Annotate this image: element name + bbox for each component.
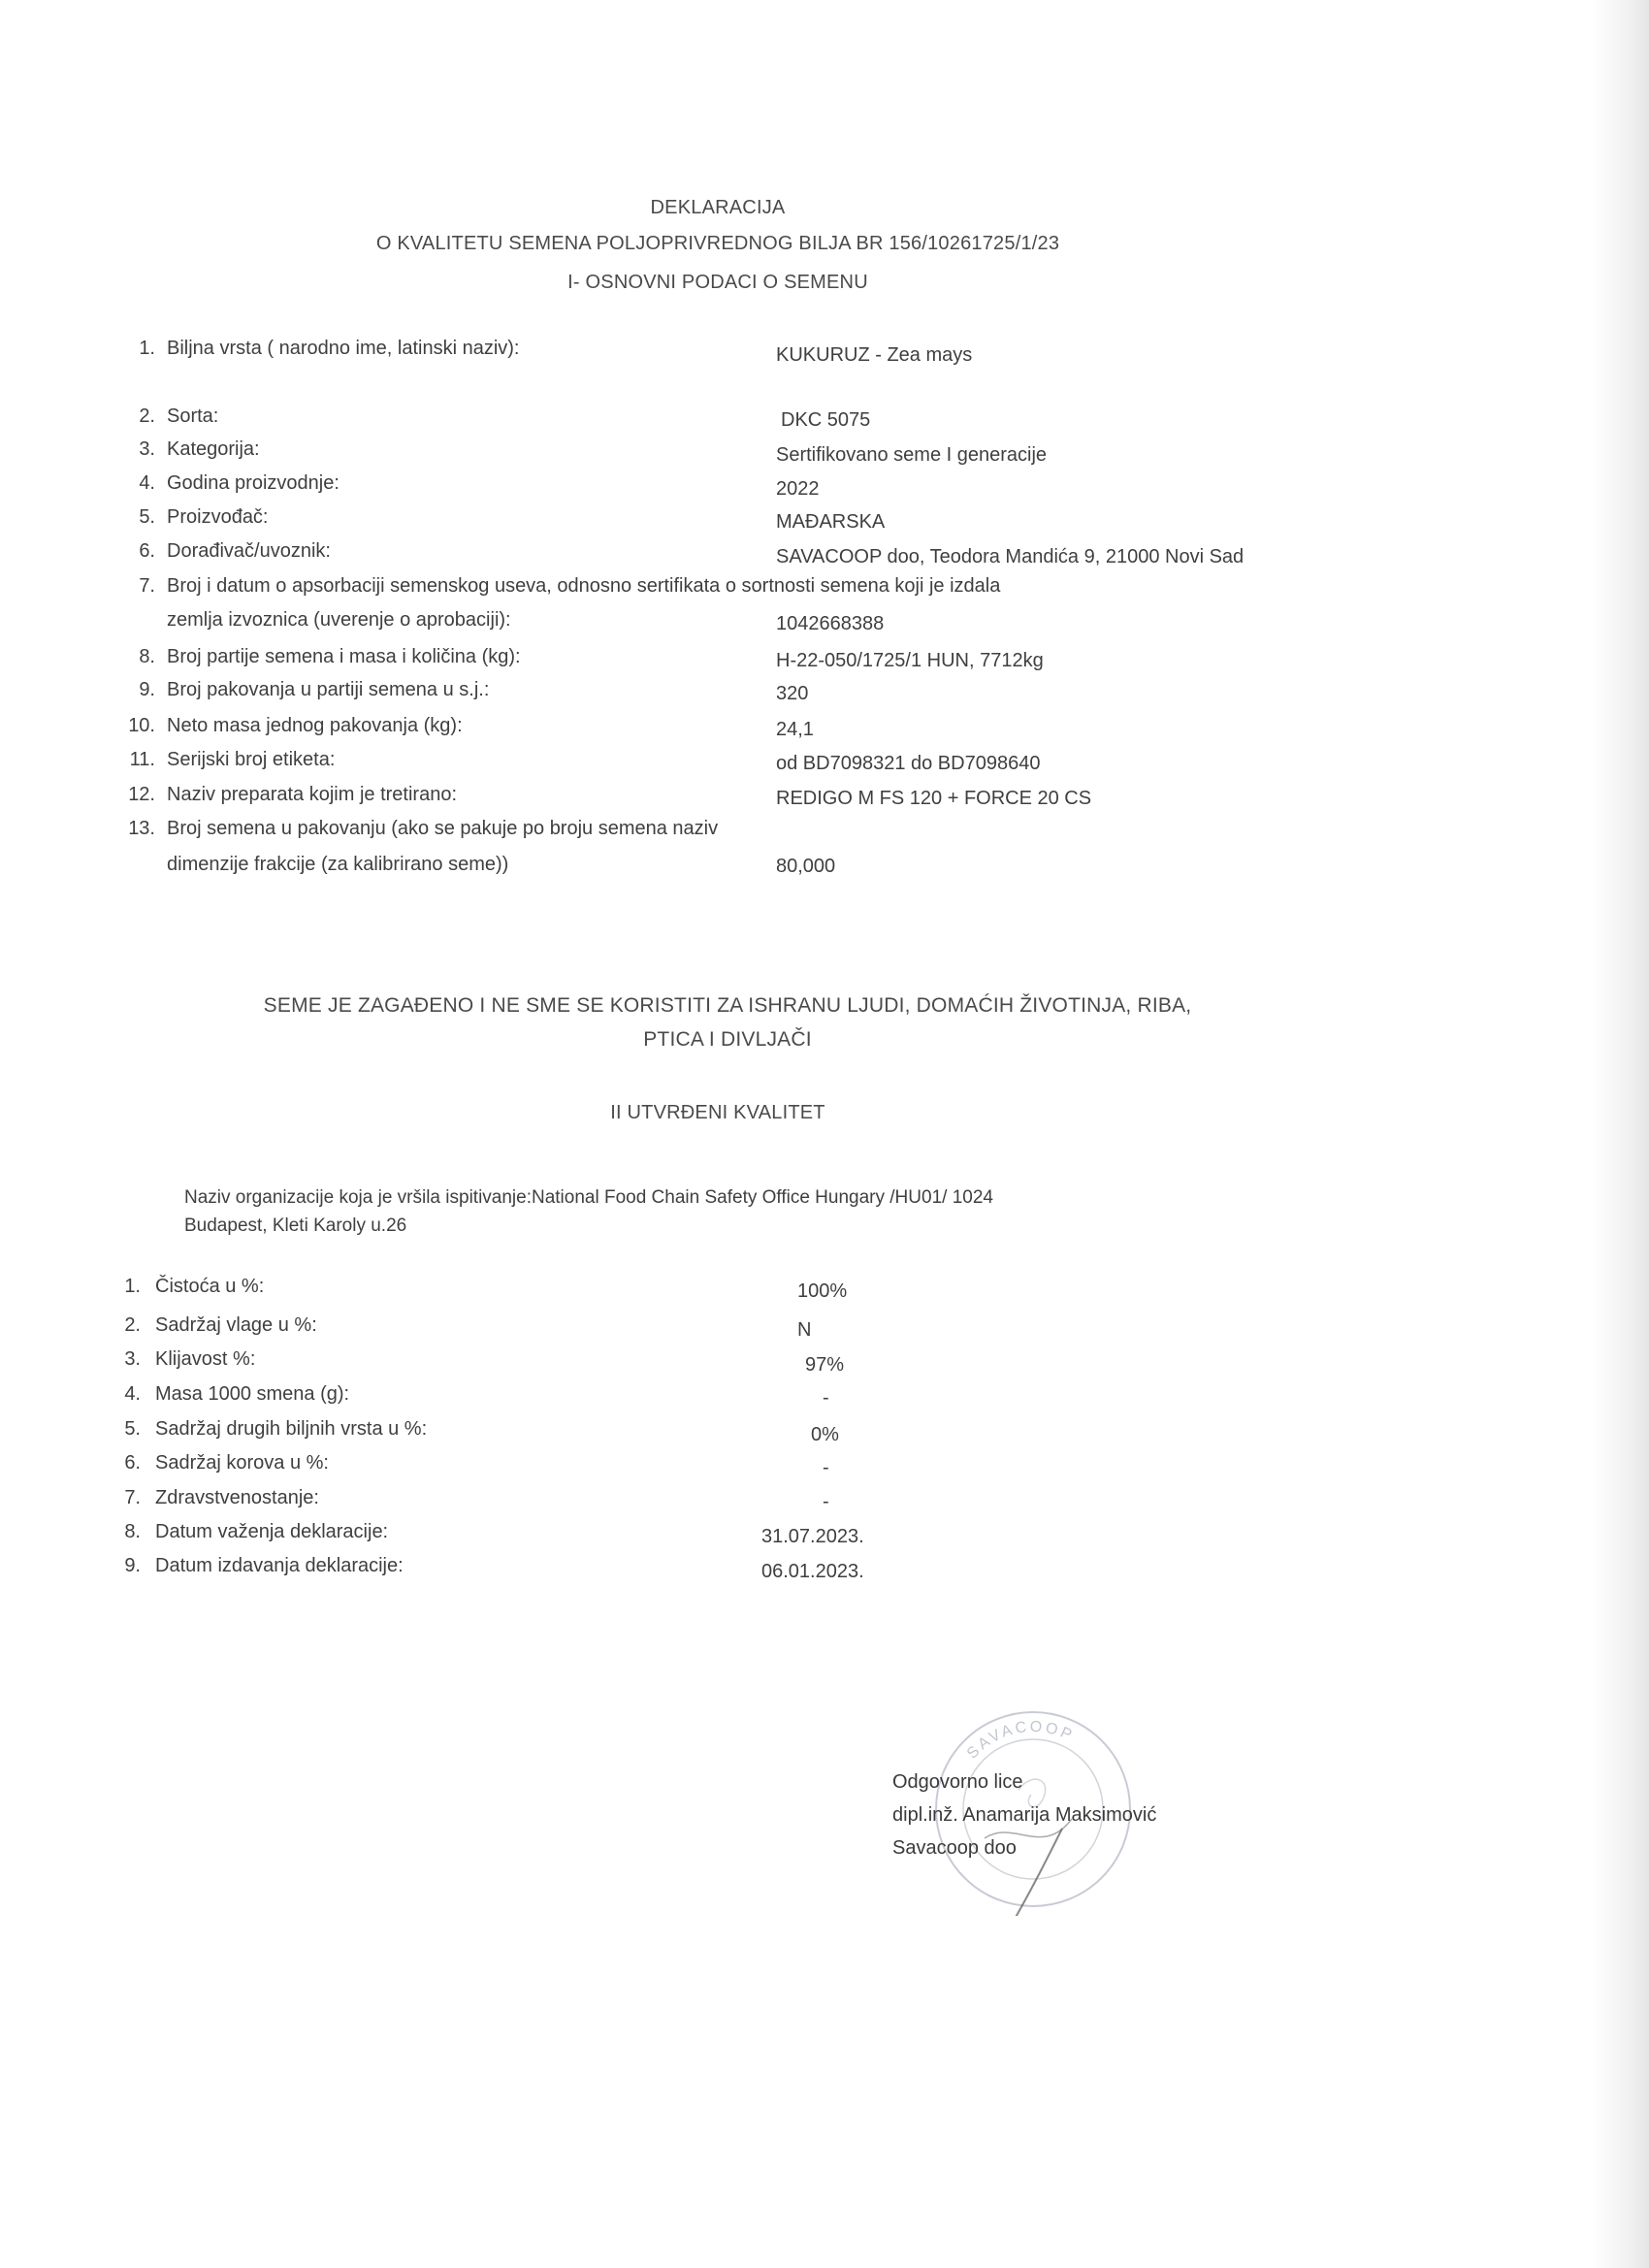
item-number: 4.: [139, 472, 155, 494]
warning-line1: SEME JE ZAGAĐENO I NE SME SE KORISTITI ZA ISHRANU LJUDI, DOMAĆIH ŽIVOTINJA, RIBA,: [263, 994, 1192, 1017]
item-number: 1.: [124, 1276, 141, 1297]
section1-title: I- OSNOVNI PODACI O SEMENU: [567, 272, 868, 293]
item-label: Broj partije semena i masa i količina (kg):: [167, 646, 521, 667]
item-label: Sorta:: [167, 405, 219, 427]
item-label: Serijski broj etiketa:: [167, 749, 336, 770]
item-label: Broj pakovanja u partiji semena u s.j.:: [167, 679, 490, 700]
testing-organization-line1: Naziv organizacije koja je vršila ispitivanje:National Food Chain Safety Office Hungary /HU01/ 1024: [184, 1187, 993, 1208]
item-label: Datum važenja deklaracije:: [155, 1521, 389, 1542]
item-value: -: [823, 1457, 829, 1478]
item-value: REDIGO M FS 120 + FORCE 20 CS: [776, 788, 1092, 809]
item-number: 6.: [139, 540, 155, 562]
testing-organization-line2: Budapest, Kleti Karoly u.26: [184, 1215, 407, 1236]
item-value: 31.07.2023.: [761, 1526, 864, 1547]
warning-line2: PTICA I DIVLJAČI: [643, 1028, 812, 1051]
item-label: Sadržaj vlage u %:: [155, 1314, 317, 1336]
stamp-text: SAVACOOP: [963, 1718, 1077, 1763]
item-number: 9.: [139, 679, 155, 700]
item-value: 97%: [805, 1354, 845, 1376]
item-number: 8.: [139, 646, 155, 667]
signature-block: [892, 1766, 1156, 1864]
item-number: 11.: [129, 749, 155, 770]
item-value: MAĐARSKA: [776, 511, 886, 533]
item-value: H-22-050/1725/1 HUN, 7712kg: [776, 650, 1044, 671]
item-number: 4.: [124, 1383, 141, 1405]
item-label: Sadržaj drugih biljnih vrsta u %:: [155, 1418, 428, 1440]
item-number: 12.: [128, 784, 155, 805]
item-number: 6.: [124, 1452, 141, 1474]
item-value: DKC 5075: [781, 409, 871, 431]
item-number: 7.: [139, 575, 155, 597]
item-label: Godina proizvodnje:: [167, 472, 340, 494]
item-number: 7.: [124, 1487, 141, 1508]
item-label-continued: zemlja izvoznica (uverenje o aprobaciji):: [167, 609, 511, 631]
doc-title: DEKLARACIJA: [650, 197, 786, 218]
item-value: -: [823, 1491, 829, 1512]
item-number: 5.: [139, 506, 155, 528]
signature-role: Odgovorno lice: [892, 1771, 1023, 1793]
item-value: N: [797, 1319, 812, 1341]
item-label: Proizvođač:: [167, 506, 269, 528]
item-value: 100%: [797, 1280, 848, 1302]
item-label: Klijavost %:: [155, 1348, 256, 1370]
item-number: 2.: [139, 405, 155, 427]
item-number: 8.: [124, 1521, 141, 1542]
item-value: -: [823, 1387, 829, 1409]
item-value: 80,000: [776, 856, 836, 877]
item-label: Dorađivač/uvoznik:: [167, 540, 331, 562]
item-label: Naziv preparata kojim je tretirano:: [167, 784, 458, 805]
item-label: Sadržaj korova u %:: [155, 1452, 329, 1474]
item-label: Kategorija:: [167, 438, 260, 460]
section2-title: II UTVRĐENI KVALITET: [610, 1102, 825, 1123]
item-label: Masa 1000 smena (g):: [155, 1383, 350, 1405]
item-value: 24,1: [776, 719, 814, 740]
item-label: Zdravstvenostanje:: [155, 1487, 319, 1508]
item-number: 9.: [124, 1555, 141, 1576]
scan-shadow-edge: [1591, 0, 1649, 2268]
testing-organization: [184, 1183, 993, 1240]
item-value: KUKURUZ - Zea mays: [776, 344, 973, 366]
item-value: 1042668388: [776, 613, 885, 634]
item-value: 320: [776, 683, 809, 704]
item-label: Broj i datum o apsorbaciji semenskog useva, odnosno sertifikata o sortnosti semena koji je izdala: [167, 575, 1001, 597]
item-value: od BD7098321 do BD7098640: [776, 753, 1041, 774]
item-label: Datum izdavanja deklaracije:: [155, 1555, 404, 1576]
item-label: Neto masa jednog pakovanja (kg):: [167, 715, 463, 736]
item-number: 1.: [139, 338, 155, 359]
item-number: 2.: [124, 1314, 141, 1336]
item-value: SAVACOOP doo, Teodora Mandića 9, 21000 Novi Sad: [776, 546, 1245, 567]
item-value: 2022: [776, 478, 820, 500]
item-label: Čistoća u %:: [155, 1276, 265, 1297]
item-number: 5.: [124, 1418, 141, 1440]
item-value: 0%: [811, 1424, 839, 1445]
signature-name: dipl.inž. Anamarija Maksimović: [892, 1804, 1157, 1826]
item-label: Broj semena u pakovanju (ako se pakuje po broju semena naziv: [167, 818, 719, 839]
item-value: Sertifikovano seme I generacije: [776, 444, 1048, 466]
item-number: 13.: [128, 818, 155, 839]
doc-subtitle: O KVALITETU SEMENA POLJOPRIVREDNOG BILJA BR 156/10261725/1/23: [375, 233, 1060, 254]
item-number: 3.: [124, 1348, 141, 1370]
item-number: 10.: [128, 715, 155, 736]
item-number: 3.: [139, 438, 155, 460]
item-value: 06.01.2023.: [761, 1561, 864, 1582]
item-label: Biljna vrsta ( narodno ime, latinski naziv):: [167, 338, 520, 359]
item-label-continued: dimenzije frakcije (za kalibrirano seme)): [167, 854, 509, 875]
signature-company: Savacoop doo: [892, 1837, 1017, 1859]
